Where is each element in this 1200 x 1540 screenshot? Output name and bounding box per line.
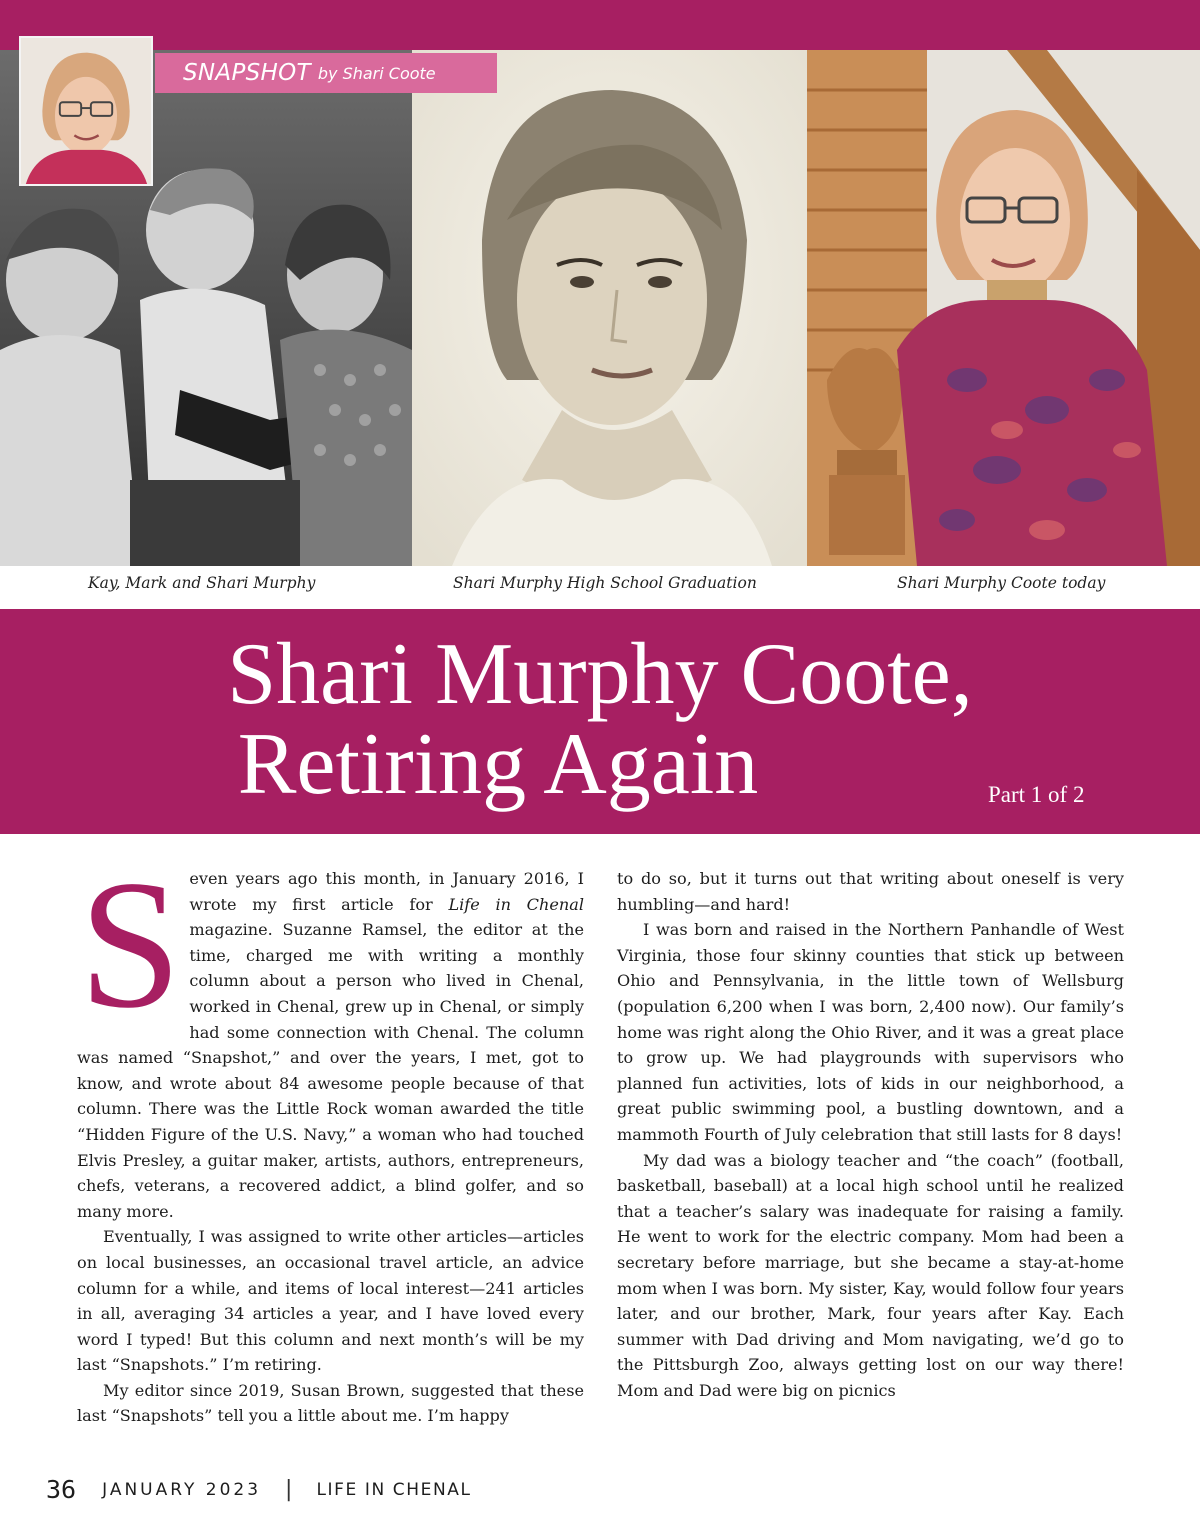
author-portrait <box>19 36 153 186</box>
article-column-right <box>617 866 1124 1403</box>
article-paragraph <box>77 842 584 1224</box>
paragraph-text: even years ago this month, in January 2016, I wrote my first article for <box>189 869 584 914</box>
article-column-left <box>77 842 584 1429</box>
article-paragraph: Eventually, I was assigned to write other articles—articles on local businesses, an occasional travel article, an advice column for a while, and items of local interest—241 articles in all, averaging 34 articles a year, and I have loved every word I typed! But this column and next month’s will be my last “Snapshots.” I’m retiring. <box>77 1227 584 1375</box>
caption-children: Kay, Mark and Shari Murphy <box>88 574 316 592</box>
issue-date: JANUARY 2023 <box>102 1479 262 1500</box>
title-band <box>0 609 1200 834</box>
page-footer <box>46 1475 472 1504</box>
caption-today: Shari Murphy Coote today <box>897 574 1106 592</box>
caption-graduation: Shari Murphy High School Graduation <box>453 574 757 592</box>
headline-line-1: Shari Murphy Coote, <box>227 626 973 723</box>
graduation-portrait-photo <box>412 50 807 566</box>
section-name: SNAPSHOT <box>183 60 311 86</box>
article-paragraph: to do so, but it turns out that writing about oneself is very humbling—and hard! <box>617 869 1124 914</box>
top-color-band <box>0 0 1200 50</box>
page-number: 36 <box>46 1475 77 1504</box>
magazine-title: LIFE IN CHENAL <box>316 1479 472 1500</box>
footer-separator: | <box>285 1477 293 1502</box>
paragraph-text: magazine. Suzanne Ramsel, the editor at the time, charged me with writing a monthly column about a person who lived in Chenal, worked in Chenal, grew up in Chenal, or simply had some connection with Chenal. The column was named “Snapshot,” and over the years, I met, got to know, and wrote about 84 awesome people because of that column. There was the Little Rock woman awarded the title “Hidden Figure of the U.S. Navy,” a woman who had touched Elvis Presley, a guitar maker, artists, authors, entrepreneurs, chefs, veterans, a recovered addict, a blind golfer, and so many more. <box>77 920 584 1221</box>
byline: by Shari Coote <box>317 63 436 83</box>
part-label: Part 1 of 2 <box>988 782 1085 807</box>
headline-line-2: Retiring Again <box>237 716 759 813</box>
present-day-portrait-photo <box>807 50 1200 566</box>
drop-cap: S <box>79 842 182 1046</box>
section-tab <box>155 53 497 93</box>
magazine-name: Life in Chenal <box>448 894 584 914</box>
article-paragraph: My editor since 2019, Susan Brown, suggested that these last “Snapshots” tell you a little about me. I’m happy <box>77 1380 584 1426</box>
article-paragraph: I was born and raised in the Northern Panhandle of West Virginia, those four skinny counties that stick up between Ohio and Pennsylvania, in the little town of Wellsburg (population 6,200 when I was born, 2,400 now). Our family’s home was right along the Ohio River, and it was a great place to grow up. We had playgrounds with supervisors who planned fun activities, lots of kids in our neighborhood, a great public swimming pool, a bustling downtown, and a mammoth Fourth of July celebration that still lasts for 8 days! <box>617 920 1124 1144</box>
article-paragraph: My dad was a biology teacher and “the coach” (football, basketball, baseball) at a local high school until he realized that a teacher’s salary was inadequate for raising a family. He went to work for the electric company. Mom had been a secretary before marriage, but she became a stay-at-home mom when I was born. My sister, Kay, would follow four years later, and our brother, Mark, four years after Kay. Each summer with Dad driving and Mom navigating, we’d go to the Pittsburgh Zoo, always getting lost on our way there! Mom and Dad were big on picnics <box>617 1150 1124 1400</box>
